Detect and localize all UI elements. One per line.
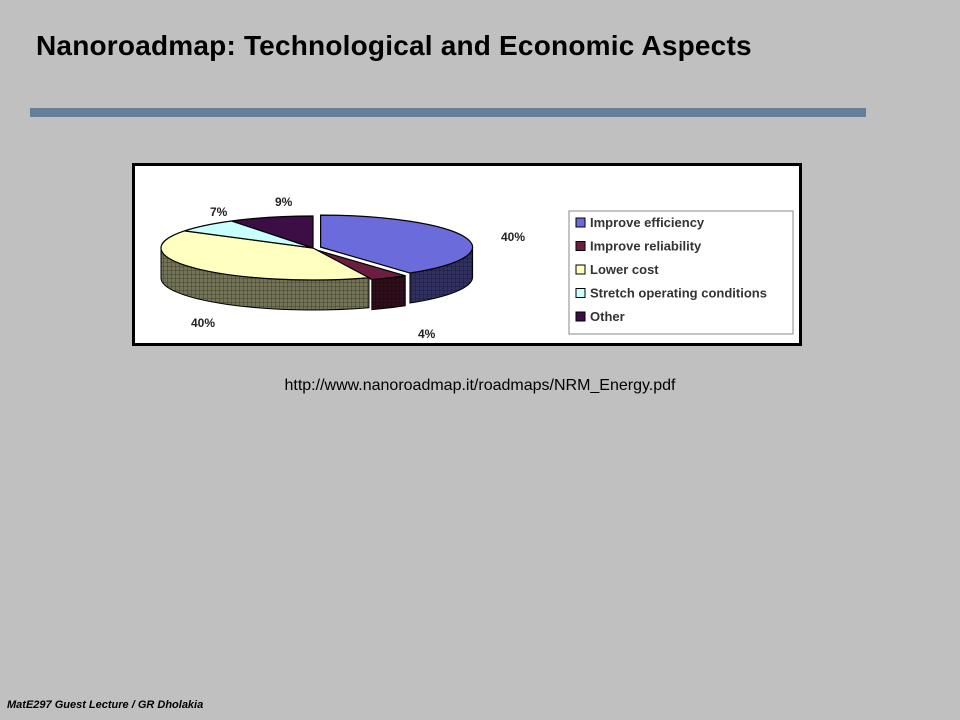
legend-label: Stretch operating conditions	[590, 285, 767, 301]
pie-tops	[161, 215, 473, 280]
pie-chart-svg	[135, 166, 799, 343]
legend-swatch	[576, 312, 585, 321]
pie-chart	[132, 163, 802, 346]
pie-slice-label: 7%	[210, 205, 228, 219]
legend-label: Improve reliability	[590, 238, 702, 254]
legend-swatch	[576, 265, 585, 274]
footer-credit: MatE297 Guest Lecture / GR Dholakia	[7, 699, 204, 711]
pie-slice-side-hatch-1	[372, 276, 405, 310]
legend-label: Lower cost	[590, 262, 659, 277]
chart-legend	[569, 211, 793, 334]
pie-slice-label: 4%	[418, 327, 436, 341]
source-url[interactable]: http://www.nanoroadmap.it/roadmaps/NRM_Energy.pdf	[284, 377, 676, 394]
legend-swatch	[576, 218, 585, 227]
pie-slice-label: 40%	[191, 316, 216, 330]
slide-title: Nanoroadmap: Technological and Economic Aspects	[36, 30, 752, 61]
title-divider	[30, 108, 866, 117]
legend-label: Other	[590, 309, 625, 324]
legend-label: Improve efficiency	[590, 215, 705, 230]
pie-slice-label: 40%	[501, 230, 526, 244]
pie-slice-label: 9%	[275, 195, 293, 209]
legend-swatch	[576, 289, 585, 298]
legend-swatch	[576, 242, 585, 251]
